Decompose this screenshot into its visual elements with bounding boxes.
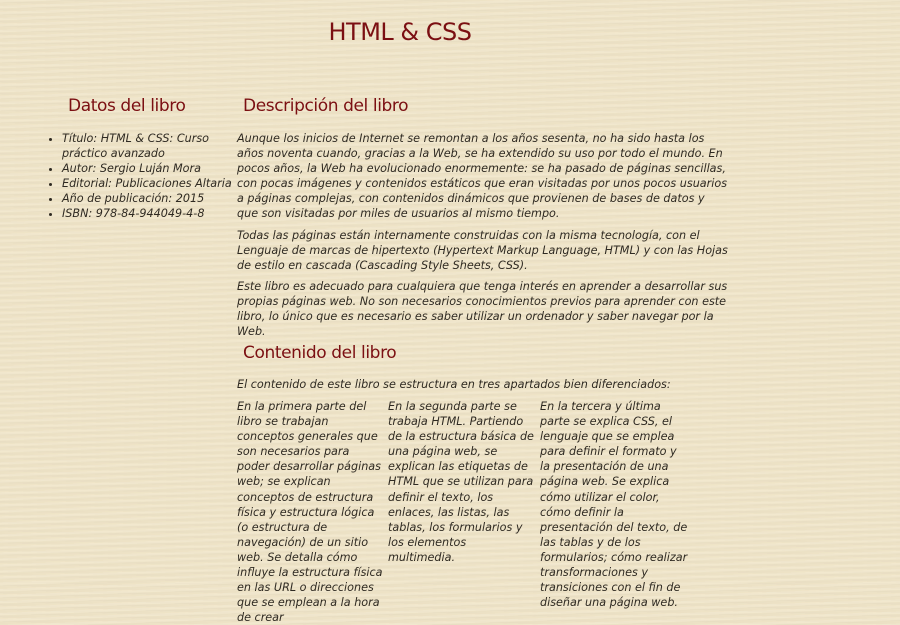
list-item-autor: • Autor: Sergio Luján Mora xyxy=(62,161,232,176)
list-item-anio: • Año de publicación: 2015 xyxy=(62,191,232,206)
book-details-list xyxy=(48,131,232,221)
contenido-heading: Contenido del libro xyxy=(243,343,397,363)
descripcion-body xyxy=(237,131,729,345)
descripcion-paragraph-1: Aunque los inicios de Internet se remontan a los años sesenta, no ha sido hasta los años noventa cuando, gracias a la Web, se ha extendido su uso por todo el mundo. En pocos años, la Web ha evolucionado enormemente: se ha pasado de páginas sencillas, con pocas imágenes y contenidos estáticos que eran visitadas por unos pocos usuarios a páginas complejas, con contenidos dinámicos que provienen de bases de datos y que son visitadas por miles de usuarios al mismo tiempo. xyxy=(237,132,728,221)
descripcion-heading: Descripción del libro xyxy=(243,96,409,116)
datos-heading: Datos del libro xyxy=(68,96,186,116)
contenido-column-3: En la tercera y última parte se explica CSS, el lenguaje que se emplea para definir el formato y la presentación de una página web. Se explica cómo utilizar el color, cómo definir la presentación del texto, de las tablas y de los formularios; cómo realizar transformaciones y transiciones con el fin de diseñar una página web. xyxy=(540,400,688,610)
contenido-column-1: En la primera parte del libro se trabajan conceptos generales que son necesarios para poder desarrollar páginas web; se explican conceptos de estructura física y estructura lógica (o estructura de navegación) de un sitio web. Se detalla cómo influye la estructura física en las URL o direcciones que se emplean a la hora de crear xyxy=(237,400,383,625)
list-item-isbn: • ISBN: 978-84-944049-4-8 xyxy=(62,206,232,221)
descripcion-paragraph-2: Todas las páginas están internamente construidas con la misma tecnología, con el Lenguaje de marcas de hipertexto (Hypertext Markup Language, HTML) y con las Hojas de estilo en cascada (Cascading Style Sheets, CSS). xyxy=(237,228,728,272)
page-title: HTML & CSS xyxy=(328,18,472,46)
contenido-column-2: En la segunda parte se trabaja HTML. Partiendo de la estructura básica de una página web, se explican las etiquetas de HTML que se utilizan para definir el texto, los enlaces, las listas, las tablas, los formularios y los elementos multimedia. xyxy=(388,400,534,564)
contenido-intro: El contenido de este libro se estructura en tres apartados bien diferenciados: xyxy=(237,378,671,391)
list-item-editorial: • Editorial: Publicaciones Altaria xyxy=(62,176,232,191)
descripcion-paragraph-3: Este libro es adecuado para cualquiera que tenga interés en aprender a desarrollar sus propias páginas web. No son necesarios conocimientos previos para aprender con este libro, lo único que es necesario es saber utilizar un ordenador y saber navegar por la Web. xyxy=(237,279,728,339)
list-item-titulo: • Título: HTML & CSS: Curso práctico avanzado xyxy=(62,131,232,161)
